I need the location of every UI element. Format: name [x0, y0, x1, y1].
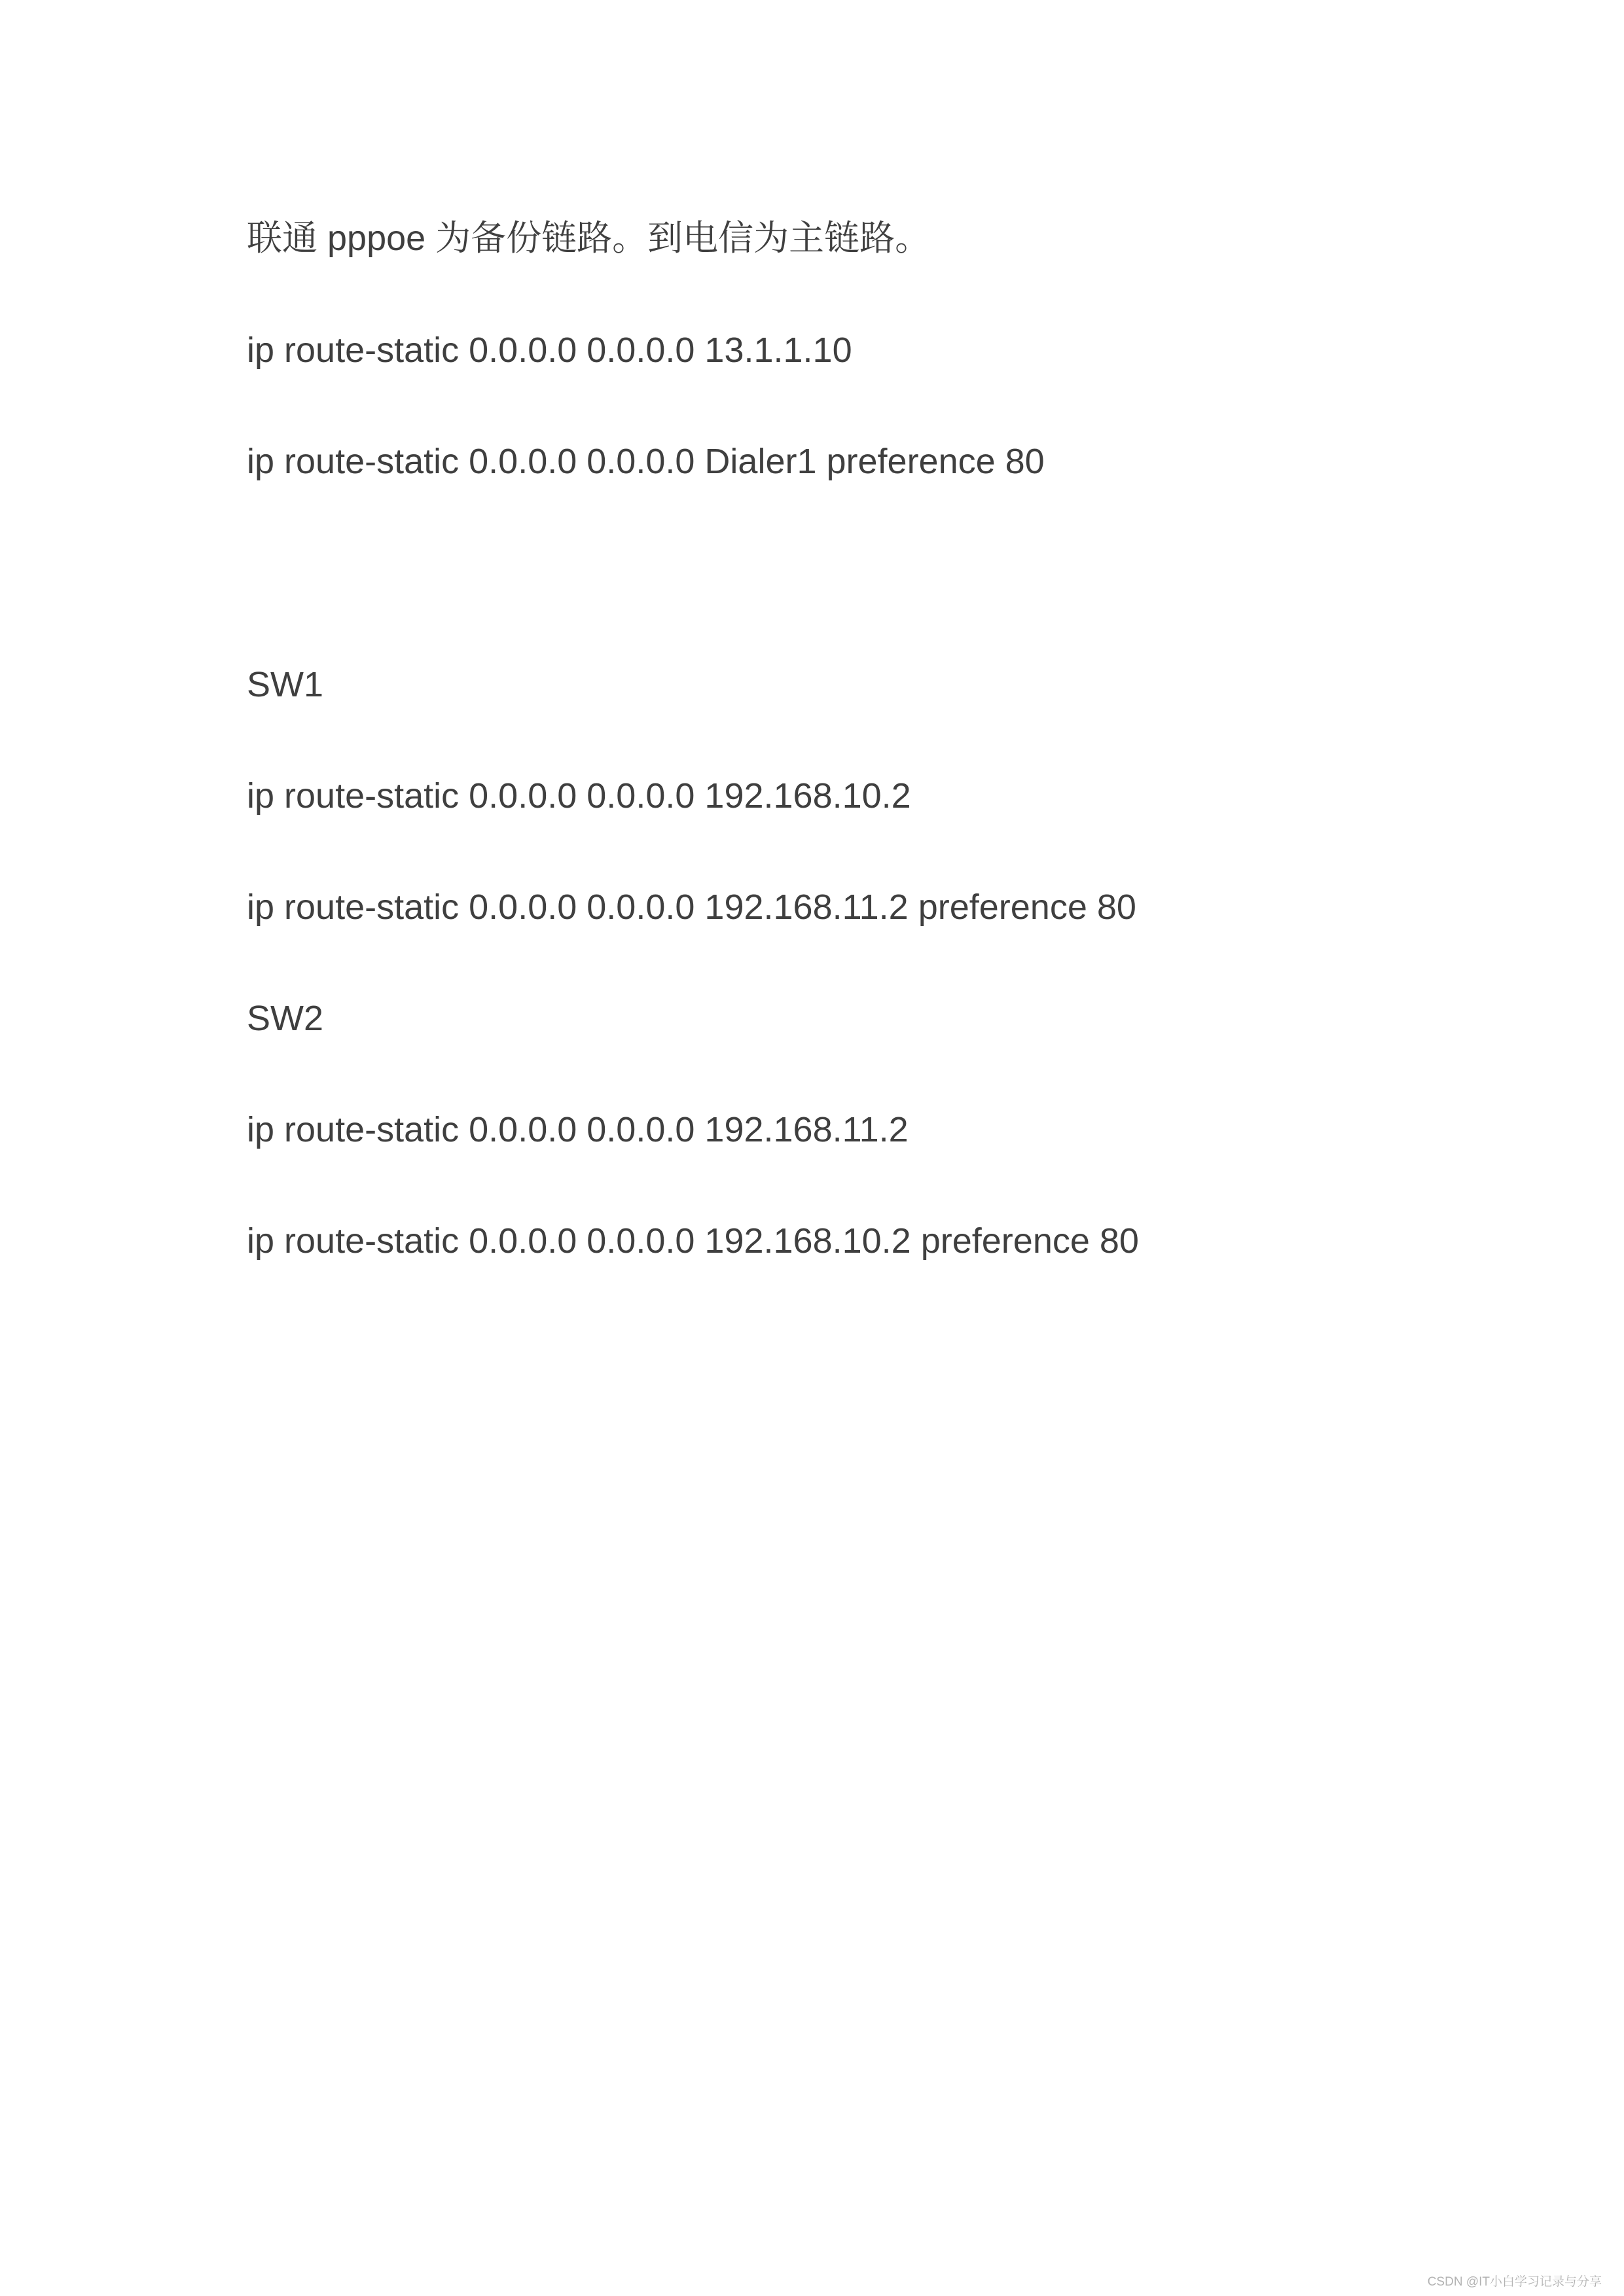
router-route-backup: ip route-static 0.0.0.0 0.0.0.0 Dialer1 preference 80 [247, 442, 1045, 481]
sw2-route-backup: ip route-static 0.0.0.0 0.0.0.0 192.168.10.2 preference 80 [247, 1221, 1139, 1261]
sw1-heading: SW1 [247, 665, 324, 704]
csdn-watermark: CSDN @IT小白学习记录与分享 [1427, 2275, 1602, 2289]
sw2-heading: SW2 [247, 999, 324, 1038]
sw1-route-primary: ip route-static 0.0.0.0 0.0.0.0 192.168.10.2 [247, 776, 911, 816]
sw2-route-primary: ip route-static 0.0.0.0 0.0.0.0 192.168.11.2 [247, 1110, 909, 1149]
intro-text: 联通 pppoe 为备份链路。到电信为主链路。 [247, 219, 931, 258]
router-route-primary: ip route-static 0.0.0.0 0.0.0.0 13.1.1.10 [247, 331, 852, 370]
sw1-route-backup: ip route-static 0.0.0.0 0.0.0.0 192.168.11.2 preference 80 [247, 888, 1136, 927]
